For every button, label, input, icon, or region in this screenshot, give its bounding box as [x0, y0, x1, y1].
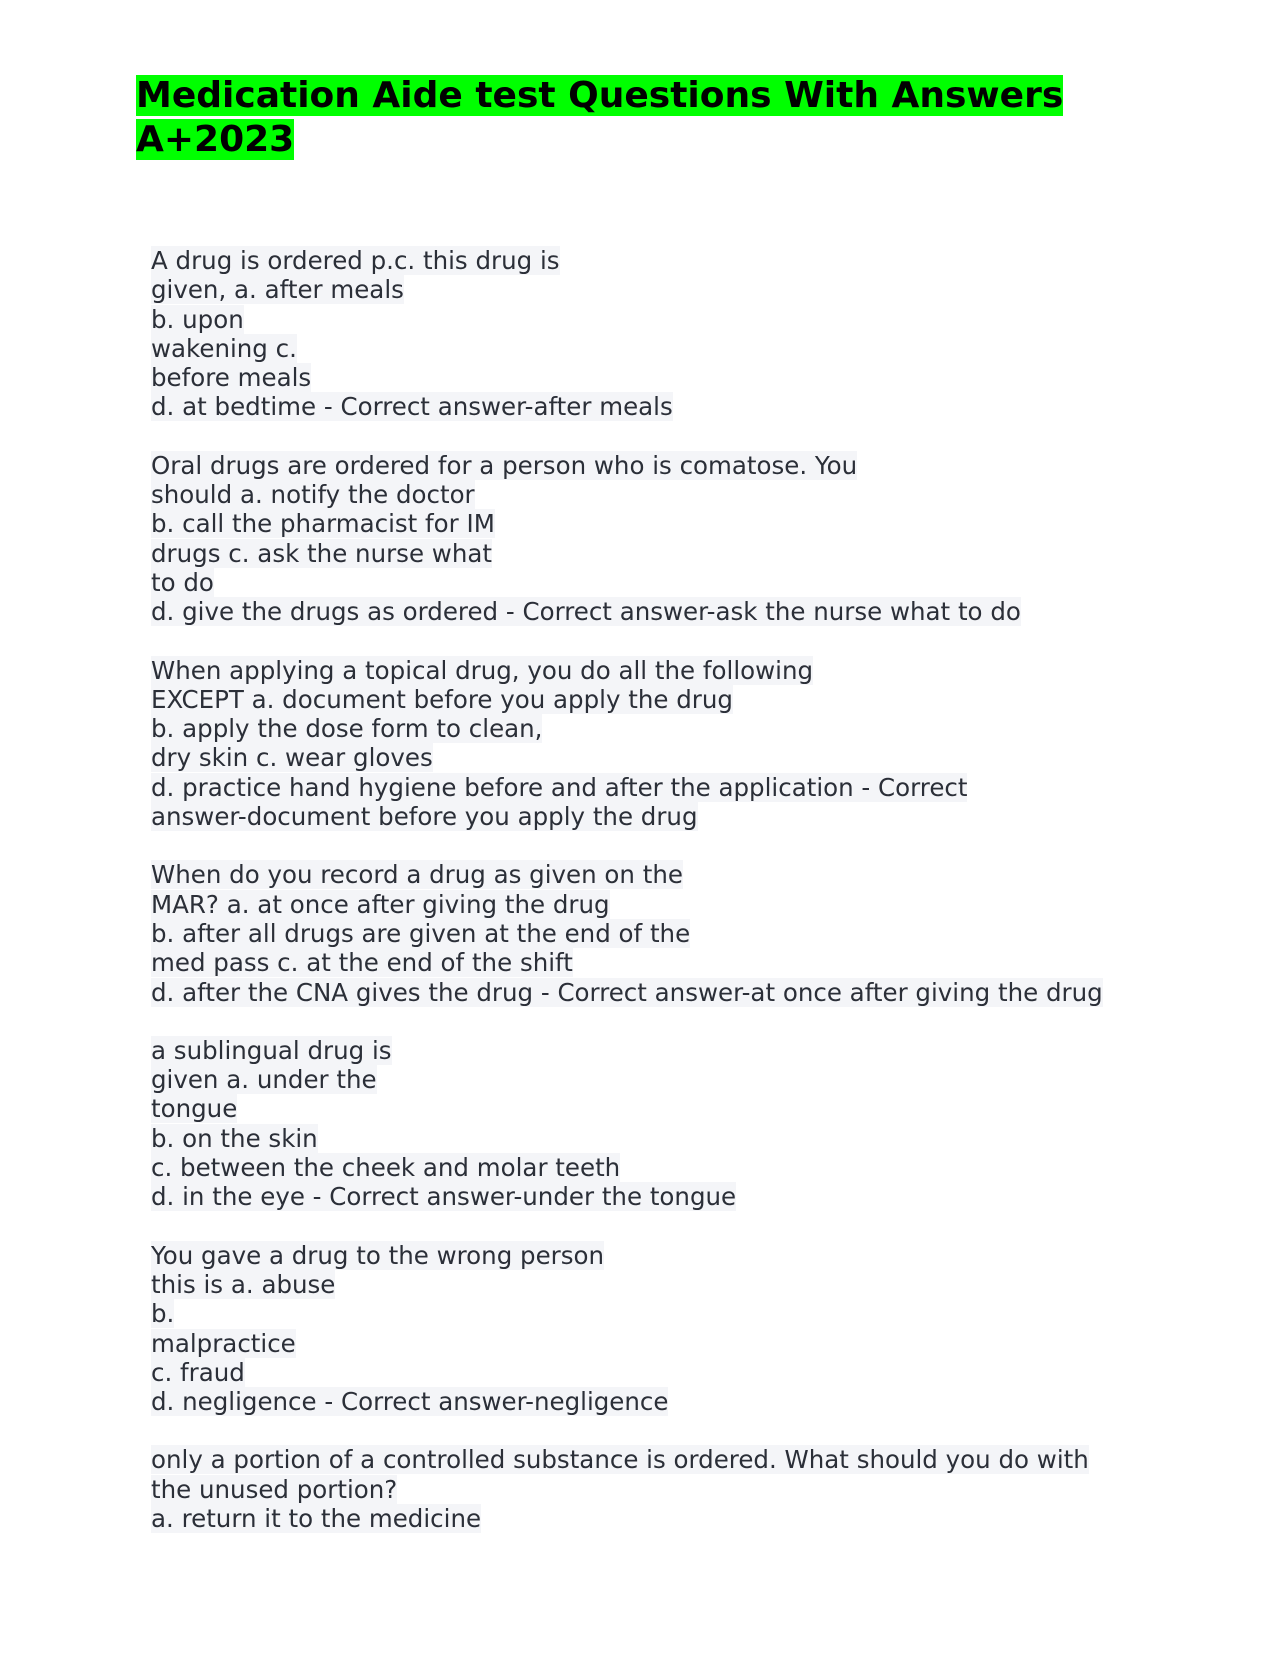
question-line-text: MAR? a. at once after giving the drug — [151, 889, 610, 919]
question-line — [151, 919, 1151, 948]
question-block — [151, 860, 1151, 1006]
question-line — [151, 802, 1151, 831]
question-line — [151, 1182, 1151, 1211]
question-line-text: d. at bedtime - Correct answer-after meals — [151, 392, 673, 422]
question-line — [151, 890, 1151, 919]
question-line — [151, 275, 1151, 304]
question-line — [151, 363, 1151, 392]
question-line — [151, 480, 1151, 509]
questions-body — [151, 246, 1151, 1562]
question-line — [151, 1358, 1151, 1387]
question-line — [151, 1270, 1151, 1299]
question-line-text: A drug is ordered p.c. this drug is — [151, 246, 560, 275]
question-line — [151, 568, 1151, 597]
question-line-text: a. return it to the medicine — [151, 1503, 482, 1533]
question-line — [151, 1036, 1151, 1065]
question-line — [151, 1387, 1151, 1416]
question-line — [151, 978, 1151, 1007]
question-line-text: tongue — [151, 1094, 238, 1124]
question-line — [151, 1329, 1151, 1358]
document-title-text: Medication Aide test Questions With Answers A+2023 — [136, 75, 1064, 160]
question-line — [151, 1475, 1151, 1504]
question-line — [151, 860, 1151, 889]
question-line-text: given, a. after meals — [151, 275, 404, 305]
question-line — [151, 948, 1151, 977]
question-block — [151, 1445, 1151, 1533]
question-block — [151, 246, 1151, 422]
question-line-text: b. apply the dose form to clean, — [151, 714, 543, 744]
question-line-text: c. between the cheek and molar teeth — [151, 1153, 621, 1183]
question-line-text: d. practice hand hygiene before and after the application - Correct — [151, 772, 968, 802]
question-line-text: When do you record a drug as given on the — [151, 860, 683, 890]
question-line-text: drugs c. ask the nurse what — [151, 538, 492, 568]
question-line-text: this is a. abuse — [151, 1269, 336, 1299]
question-line-text: to do — [151, 567, 214, 597]
question-line — [151, 1504, 1151, 1533]
question-line — [151, 714, 1151, 743]
question-line-text: b. upon — [151, 304, 244, 334]
question-line-text: b. — [151, 1299, 175, 1329]
question-line-text: b. on the skin — [151, 1123, 318, 1153]
question-line — [151, 1445, 1151, 1474]
question-line — [151, 392, 1151, 421]
question-line — [151, 597, 1151, 626]
question-line-text: Oral drugs are ordered for a person who is comatose. You — [151, 450, 858, 480]
question-line — [151, 246, 1151, 275]
question-line-text: d. after the CNA gives the drug - Correct answer-at once after giving the drug — [151, 977, 1103, 1007]
question-line-text: before meals — [151, 363, 312, 393]
question-line — [151, 509, 1151, 538]
question-block — [151, 451, 1151, 627]
question-line — [151, 451, 1151, 480]
question-line — [151, 743, 1151, 772]
question-line-text: b. after all drugs are given at the end of the — [151, 918, 691, 948]
question-line-text: only a portion of a controlled substance is ordered. What should you do with — [151, 1445, 1089, 1475]
question-line-text: dry skin c. wear gloves — [151, 743, 433, 773]
question-line — [151, 685, 1151, 714]
question-line-text: a sublingual drug is — [151, 1035, 392, 1065]
question-line-text: the unused portion? — [151, 1474, 398, 1504]
question-line-text: should a. notify the doctor — [151, 480, 475, 510]
question-line — [151, 656, 1151, 685]
question-line-text: You gave a drug to the wrong person — [151, 1240, 605, 1270]
question-line-text: EXCEPT a. document before you apply the drug — [151, 684, 733, 714]
question-line-text: d. in the eye - Correct answer-under the tongue — [151, 1182, 737, 1212]
question-line-text: b. call the pharmacist for IM — [151, 509, 495, 539]
question-line-text: med pass c. at the end of the shift — [151, 948, 573, 978]
question-line — [151, 1124, 1151, 1153]
question-line — [151, 1065, 1151, 1094]
question-line — [151, 1153, 1151, 1182]
question-line-text: malpractice — [151, 1328, 296, 1358]
question-line — [151, 773, 1151, 802]
question-line-text: c. fraud — [151, 1357, 245, 1387]
question-line-text: When applying a topical drug, you do all the following — [151, 655, 814, 685]
question-block — [151, 656, 1151, 832]
question-line — [151, 305, 1151, 334]
question-line — [151, 1094, 1151, 1123]
question-line-text: answer-document before you apply the drug — [151, 802, 698, 832]
question-line — [151, 334, 1151, 363]
question-line-text: d. negligence - Correct answer-negligence — [151, 1387, 669, 1417]
question-line — [151, 1299, 1151, 1328]
document-title — [136, 74, 1146, 162]
question-line-text: d. give the drugs as ordered - Correct answer-ask the nurse what to do — [151, 597, 1021, 627]
question-block — [151, 1241, 1151, 1417]
question-line — [151, 1241, 1151, 1270]
question-line — [151, 539, 1151, 568]
question-block — [151, 1036, 1151, 1212]
question-line-text: given a. under the — [151, 1065, 377, 1095]
question-line-text: wakening c. — [151, 333, 297, 363]
